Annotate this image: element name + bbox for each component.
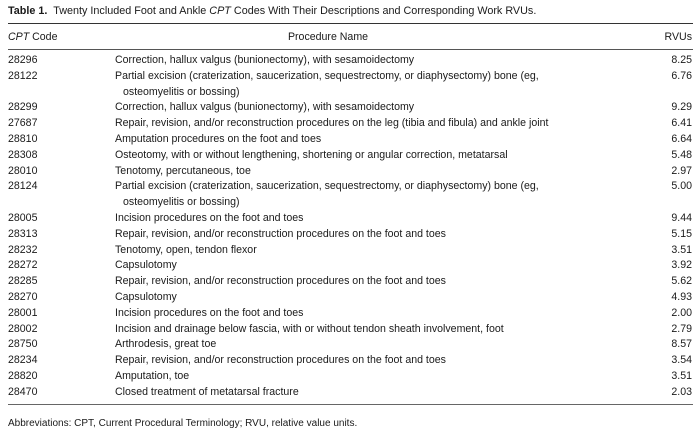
table-row	[8, 148, 692, 164]
cell-rvu: 5.15	[671, 227, 692, 240]
table-row	[8, 53, 692, 69]
cell-rvu: 5.48	[671, 148, 692, 161]
cell-cpt-code: 28299	[8, 101, 38, 114]
cell-rvu: 5.62	[671, 275, 692, 288]
cell-procedure-name: Incision and drainage below fascia, with or without tendon sheath involvement, foot	[115, 322, 504, 335]
caption-italic: CPT	[209, 5, 231, 17]
cell-procedure-name: Arthrodesis, great toe	[115, 338, 217, 351]
table-row	[8, 100, 692, 116]
table-row	[8, 337, 692, 353]
table-row	[8, 164, 692, 180]
cell-cpt-code: 28272	[8, 259, 38, 272]
cell-cpt-code: 28313	[8, 227, 38, 240]
cell-rvu: 6.76	[671, 69, 692, 82]
cell-cpt-code: 28234	[8, 354, 38, 367]
cell-cpt-code: 28124	[8, 180, 38, 193]
cell-rvu: 2.79	[671, 322, 692, 335]
cell-rvu: 5.00	[671, 180, 692, 193]
cell-procedure-name: Partial excision (craterization, saucerization, sequestrectomy, or diaphysectomy) bone (eg, osteomyelitis or bossing)	[115, 69, 539, 98]
cell-cpt-code: 28002	[8, 322, 38, 335]
footnote: Abbreviations: CPT, Current Procedural Terminology; RVU, relative value units.	[8, 418, 358, 429]
cell-rvu: 8.57	[671, 338, 692, 351]
table-caption	[8, 5, 536, 17]
cell-cpt-code: 28470	[8, 385, 38, 398]
cell-rvu: 3.51	[671, 369, 692, 382]
cell-procedure-name: Tenotomy, open, tendon flexor	[115, 243, 257, 256]
header-cpt-code	[8, 31, 57, 43]
table-row	[8, 274, 692, 290]
cell-rvu: 9.44	[671, 211, 692, 224]
cell-procedure-name: Osteotomy, with or without lengthening, shortening or angular correction, metatarsal	[115, 148, 508, 161]
cell-procedure-name: Capsulotomy	[115, 259, 177, 272]
cell-rvu: 2.97	[671, 164, 692, 177]
cell-rvu: 8.25	[671, 54, 692, 66]
cell-rvu: 3.54	[671, 354, 692, 367]
cell-rvu: 4.93	[671, 290, 692, 303]
table-row	[8, 243, 692, 259]
table-row	[8, 385, 692, 401]
cell-rvu: 2.03	[671, 385, 692, 398]
cell-cpt-code: 28122	[8, 69, 38, 82]
cell-procedure-name: Correction, hallux valgus (bunionectomy), with sesamoidectomy	[115, 54, 415, 66]
table-row	[8, 258, 692, 274]
cell-rvu: 6.41	[671, 117, 692, 130]
cell-rvu: 3.92	[671, 259, 692, 272]
header-cpt-italic: CPT	[8, 31, 30, 43]
table-body	[8, 53, 692, 401]
caption-text-1: Twenty Included Foot and Ankle	[53, 5, 210, 17]
cell-cpt-code: 28232	[8, 243, 38, 256]
table-row	[8, 322, 692, 338]
cell-cpt-code: 28270	[8, 290, 38, 303]
cell-cpt-code: 28750	[8, 338, 38, 351]
cell-procedure-name: Partial excision (craterization, saucerization, sequestrectomy, or diaphysectomy) bone (eg, osteomyelitis or bossing)	[115, 180, 539, 209]
table-row	[8, 306, 692, 322]
cell-cpt-code: 28308	[8, 148, 38, 161]
table-row	[8, 179, 692, 211]
table-row	[8, 353, 692, 369]
cell-cpt-code: 28296	[8, 54, 38, 66]
cell-procedure-name: Repair, revision, and/or reconstruction procedures on the foot and toes	[115, 354, 446, 367]
table-row	[8, 69, 692, 101]
cell-procedure-name: Amputation procedures on the foot and toes	[115, 132, 322, 145]
cell-procedure-name: Repair, revision, and/or reconstruction procedures on the leg (tibia and fibula) and ankle joint	[115, 117, 549, 130]
header-code-text: Code	[29, 31, 58, 43]
cell-procedure-name: Incision procedures on the foot and toes	[115, 211, 304, 224]
cell-cpt-code: 28005	[8, 211, 38, 224]
cell-procedure-name: Repair, revision, and/or reconstruction procedures on the foot and toes	[115, 227, 446, 240]
table-label: Table 1.	[8, 5, 48, 17]
header-rule	[8, 49, 693, 50]
top-rule	[8, 23, 693, 24]
cell-rvu: 3.51	[671, 243, 692, 256]
caption-text-2: Codes With Their Descriptions and Corresponding Work RVUs.	[230, 5, 537, 17]
table-row	[8, 211, 692, 227]
cell-procedure-name: Amputation, toe	[115, 369, 190, 382]
cell-procedure-name: Closed treatment of metatarsal fracture	[115, 385, 299, 398]
cell-cpt-code: 27687	[8, 117, 38, 130]
cell-procedure-name: Repair, revision, and/or reconstruction procedures on the foot and toes	[115, 275, 446, 288]
header-procedure-name: Procedure Name	[287, 31, 369, 43]
header-rvus: RVUs	[664, 31, 692, 43]
table-row	[8, 227, 692, 243]
cell-procedure-name: Incision procedures on the foot and toes	[115, 306, 304, 319]
cell-rvu: 6.64	[671, 132, 692, 145]
cell-procedure-name: Capsulotomy	[115, 290, 177, 303]
table-row	[8, 132, 692, 148]
cell-rvu: 9.29	[671, 101, 692, 114]
table-header	[8, 31, 692, 45]
cell-procedure-name: Correction, hallux valgus (bunionectomy), with sesamoidectomy	[115, 101, 415, 114]
bottom-rule	[8, 404, 693, 405]
cell-cpt-code: 28001	[8, 306, 38, 319]
cell-cpt-code: 28810	[8, 132, 38, 145]
table-row	[8, 116, 692, 132]
cell-cpt-code: 28285	[8, 275, 38, 288]
cell-cpt-code: 28820	[8, 369, 38, 382]
cell-procedure-name: Tenotomy, percutaneous, toe	[115, 164, 251, 177]
table-row	[8, 369, 692, 385]
cell-rvu: 2.00	[671, 306, 692, 319]
table-row	[8, 290, 692, 306]
cell-cpt-code: 28010	[8, 164, 38, 177]
